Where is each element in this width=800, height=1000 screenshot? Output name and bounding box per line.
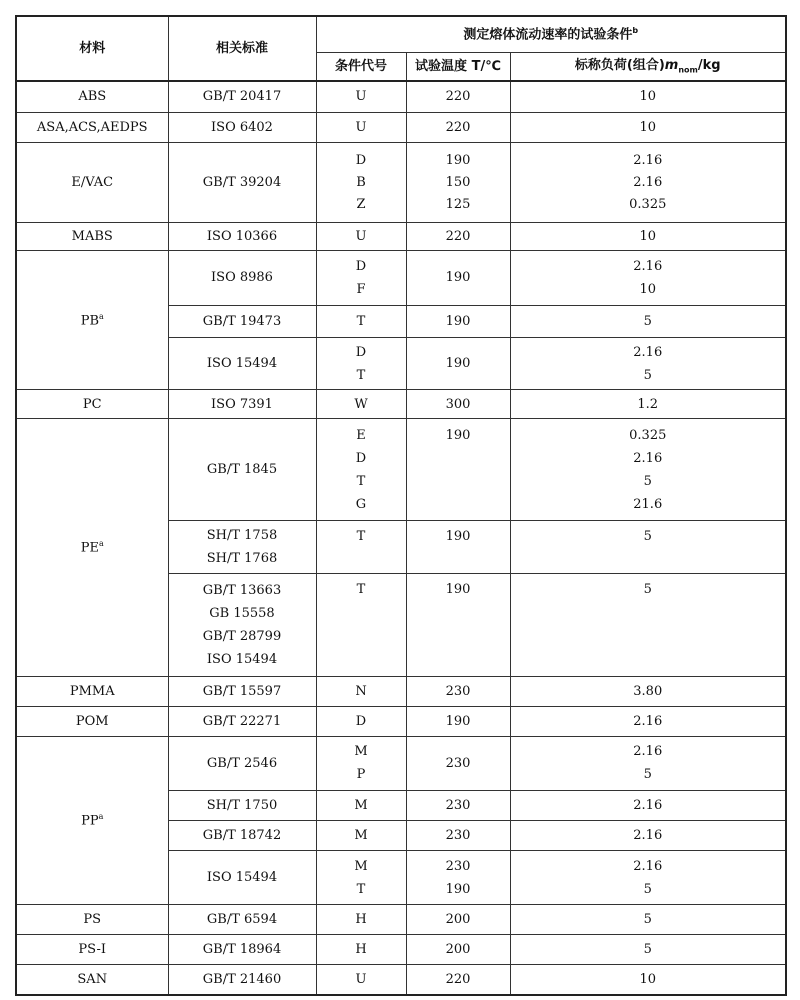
code-cell: N <box>316 676 406 706</box>
table-row <box>16 390 786 419</box>
standard-cell: GB/T 20417 <box>168 81 316 112</box>
load-cell: 1.2 <box>510 390 786 419</box>
load-cell: 0.325 2.16 5 21.6 <box>510 419 786 521</box>
standard-cell: GB/T 22271 <box>168 706 316 736</box>
code-cell: D F <box>316 250 406 305</box>
code-cell: M <box>316 790 406 820</box>
load-cell: 5 <box>510 573 786 676</box>
code-cell: U <box>316 222 406 250</box>
standard-cell: GB/T 13663 GB 15558 GB/T 28799 ISO 15494 <box>168 573 316 676</box>
standard-cell: GB/T 1845 <box>168 419 316 521</box>
load-cell: 3.80 <box>510 676 786 706</box>
code-cell: H <box>316 905 406 935</box>
temp-cell: 220 <box>406 965 510 995</box>
material-cell: PS-I <box>16 935 168 965</box>
code-cell: H <box>316 935 406 965</box>
code-cell: E D T G <box>316 419 406 521</box>
load-cell: 2.16 <box>510 820 786 850</box>
header-condition-code: 条件代号 <box>316 52 406 81</box>
load-cell: 2.16 <box>510 790 786 820</box>
code-cell: U <box>316 965 406 995</box>
material-cell: ABS <box>16 81 168 112</box>
temp-cell: 190 <box>406 706 510 736</box>
load-cell: 10 <box>510 222 786 250</box>
standard-cell: ISO 10366 <box>168 222 316 250</box>
table-row <box>16 676 786 706</box>
standard-cell: SH/T 1750 <box>168 790 316 820</box>
load-cell: 10 <box>510 112 786 142</box>
material-cell: $PB^a$ <box>16 250 168 389</box>
standard-cell: ISO 7391 <box>168 390 316 419</box>
temp-cell: 230 <box>406 790 510 820</box>
material-cell: ASA,ACS,AEDPS <box>16 112 168 142</box>
table-row <box>16 222 786 250</box>
temp-cell: 230 <box>406 736 510 790</box>
standard-cell: GB/T 39204 <box>168 142 316 222</box>
temp-cell: 190 <box>406 338 510 390</box>
temp-cell: 190 <box>406 573 510 676</box>
standard-cell: ISO 6402 <box>168 112 316 142</box>
standard-cell: SH/T 1758 SH/T 1768 <box>168 521 316 573</box>
standard-cell: ISO 15494 <box>168 338 316 390</box>
temp-cell: 190 <box>406 521 510 573</box>
table-row <box>16 706 786 736</box>
code-cell: U <box>316 81 406 112</box>
temp-cell: 230 <box>406 676 510 706</box>
code-cell: D B Z <box>316 142 406 222</box>
standard-cell: GB/T 6594 <box>168 905 316 935</box>
load-cell: 5 <box>510 521 786 573</box>
temp-cell: 200 <box>406 905 510 935</box>
table-row <box>16 935 786 965</box>
code-cell: W <box>316 390 406 419</box>
material-cell: MABS <box>16 222 168 250</box>
temp-cell: 230 <box>406 820 510 850</box>
load-cell: 2.16 5 <box>510 736 786 790</box>
temp-cell: 220 <box>406 81 510 112</box>
material-cell: $PE^a$ <box>16 419 168 677</box>
standard-cell: GB/T 18742 <box>168 820 316 850</box>
material-cell: PC <box>16 390 168 419</box>
header-standard: 相关标准 <box>168 16 316 81</box>
header-test-conditions: 测定熔体流动速率的试验条件$^b$ <box>316 16 786 52</box>
load-cell: 5 <box>510 306 786 338</box>
code-cell: M P <box>316 736 406 790</box>
code-cell: M T <box>316 851 406 905</box>
load-cell: 10 <box>510 81 786 112</box>
code-cell: D <box>316 706 406 736</box>
temp-cell: 190 <box>406 250 510 305</box>
material-cell: PS <box>16 905 168 935</box>
mfr-conditions-table <box>15 15 787 996</box>
load-cell: 5 <box>510 905 786 935</box>
material-cell: POM <box>16 706 168 736</box>
code-cell: T <box>316 306 406 338</box>
load-cell: 5 <box>510 935 786 965</box>
material-cell: PMMA <box>16 676 168 706</box>
standard-cell: GB/T 15597 <box>168 676 316 706</box>
temp-cell: 220 <box>406 112 510 142</box>
standard-cell: ISO 15494 <box>168 851 316 905</box>
temp-cell: 190 150 125 <box>406 142 510 222</box>
table-row <box>16 736 786 790</box>
standard-cell: GB/T 21460 <box>168 965 316 995</box>
header-nominal-load: 标称负荷(组合)$m_{nom}/kg$ <box>510 52 786 81</box>
material-cell: E/VAC <box>16 142 168 222</box>
code-cell: T <box>316 521 406 573</box>
code-cell: M <box>316 820 406 850</box>
material-cell: $PP^a$ <box>16 736 168 904</box>
table-row <box>16 965 786 995</box>
load-cell: 2.16 5 <box>510 338 786 390</box>
table-row <box>16 142 786 222</box>
material-cell: SAN <box>16 965 168 995</box>
standard-cell: ISO 8986 <box>168 250 316 305</box>
table-row <box>16 81 786 112</box>
header-test-temperature: 试验温度 T/℃ <box>406 52 510 81</box>
table-row <box>16 905 786 935</box>
temp-cell: 200 <box>406 935 510 965</box>
standard-cell: GB/T 2546 <box>168 736 316 790</box>
standard-cell: GB/T 19473 <box>168 306 316 338</box>
code-cell: T <box>316 573 406 676</box>
temp-cell: 190 <box>406 306 510 338</box>
temp-cell: 190 <box>406 419 510 521</box>
code-cell: D T <box>316 338 406 390</box>
load-cell: 2.16 2.16 0.325 <box>510 142 786 222</box>
table-row <box>16 419 786 521</box>
load-cell: 10 <box>510 965 786 995</box>
header-material: 材料 <box>16 16 168 81</box>
load-cell: 2.16 <box>510 706 786 736</box>
temp-cell: 220 <box>406 222 510 250</box>
table-row <box>16 250 786 305</box>
temp-cell: 230 190 <box>406 851 510 905</box>
table-row <box>16 112 786 142</box>
load-cell: 2.16 10 <box>510 250 786 305</box>
code-cell: U <box>316 112 406 142</box>
temp-cell: 300 <box>406 390 510 419</box>
load-cell: 2.16 5 <box>510 851 786 905</box>
standard-cell: GB/T 18964 <box>168 935 316 965</box>
